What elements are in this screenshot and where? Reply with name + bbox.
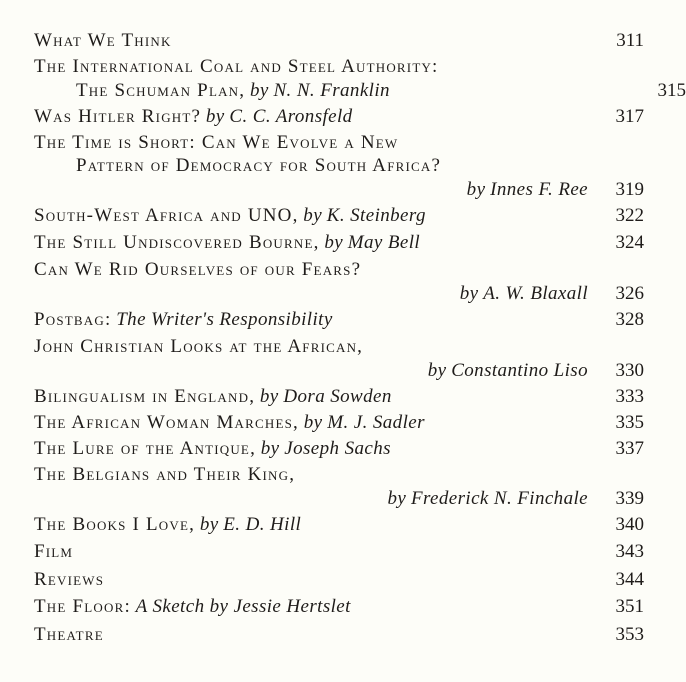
by-word: by: [387, 488, 407, 509]
entry-title: Was Hitler Right?: [34, 106, 202, 127]
toc-entry: [34, 309, 644, 331]
toc-entry: [34, 438, 644, 460]
toc-entry: [34, 106, 644, 128]
toc-entry: [34, 30, 644, 52]
entry-author: Innes F. Ree: [490, 179, 588, 200]
toc-entry: [34, 386, 644, 408]
entry-author: Dora Sowden: [283, 386, 392, 407]
page-number: 317: [615, 106, 644, 127]
page-number: 335: [615, 412, 644, 433]
page-number: 319: [615, 179, 644, 200]
entry-author: Frederick N. Finchale: [410, 488, 588, 509]
toc-entry-continuation: [34, 179, 644, 201]
page-number: 324: [615, 232, 644, 253]
page-number: 311: [616, 30, 644, 51]
toc-entry: [34, 624, 644, 646]
entry-title: Pattern of Democracy for South Africa?: [76, 155, 442, 176]
toc-entry: [34, 541, 644, 563]
page-number: 322: [615, 205, 644, 226]
entry-title: Film: [34, 541, 74, 562]
toc-entry: [34, 514, 644, 536]
page-number: 315: [657, 80, 686, 101]
entry-author: K. Steinberg: [326, 205, 426, 226]
by-word: by: [260, 438, 280, 459]
toc-entry: [34, 596, 644, 618]
entry-title: Theatre: [34, 624, 104, 645]
by-word: by: [259, 386, 279, 407]
entry-title: The Schuman Plan,: [76, 80, 246, 101]
page-number: 337: [615, 438, 644, 459]
entry-title: The Belgians and Their King,: [34, 464, 296, 485]
by-word: by: [466, 179, 486, 200]
entry-author: E. D. Hill: [223, 514, 302, 535]
toc-entry-continuation: [34, 80, 686, 102]
page-number: 351: [615, 596, 644, 617]
entry-title: Bilingualism in England,: [34, 386, 256, 407]
entry-subtitle: A Sketch by Jessie Hertslet: [135, 596, 351, 617]
page-number: 343: [615, 541, 644, 562]
by-word: by: [427, 360, 447, 381]
entry-title: Can We Rid Ourselves of our Fears?: [34, 259, 362, 280]
entry-author: Joseph Sachs: [284, 438, 391, 459]
entry-author: May Bell: [347, 232, 421, 253]
toc-entry: [34, 259, 644, 281]
entry-title: The Lure of the Antique,: [34, 438, 257, 459]
toc-entry: [34, 132, 644, 154]
entry-subtitle: The Writer's Responsibility: [116, 309, 333, 330]
toc-entry-continuation: [34, 155, 686, 177]
page-number: 353: [615, 624, 644, 645]
toc-entry-continuation: [34, 360, 644, 382]
page-number: 330: [615, 360, 644, 381]
toc-entry: [34, 464, 644, 486]
entry-title: South-West Africa and UNO,: [34, 205, 299, 226]
entry-title: The African Woman Marches,: [34, 412, 299, 433]
toc-entry: [34, 412, 644, 434]
by-word: by: [303, 205, 323, 226]
page-number: 344: [615, 569, 644, 590]
by-word: by: [459, 283, 479, 304]
by-word: by: [205, 106, 225, 127]
page-number: 339: [615, 488, 644, 509]
entry-author: Constantino Liso: [451, 360, 588, 381]
page-number: 340: [615, 514, 644, 535]
by-word: by: [249, 80, 269, 101]
by-word: by: [199, 514, 219, 535]
page-number: 333: [615, 386, 644, 407]
entry-author: C. C. Aronsfeld: [229, 106, 353, 127]
entry-title: John Christian Looks at the African,: [34, 336, 364, 357]
entry-title: The Time is Short: Can We Evolve a New: [34, 132, 399, 153]
entry-title: The Floor:: [34, 596, 131, 617]
toc-entry: [34, 232, 644, 254]
entry-title: The Still Undiscovered Bourne,: [34, 232, 320, 253]
entry-title: Postbag:: [34, 309, 112, 330]
entry-title: Reviews: [34, 569, 105, 590]
toc-entry-continuation: [34, 283, 644, 305]
entry-author: N. N. Franklin: [273, 80, 390, 101]
page-number: 326: [615, 283, 644, 304]
page-number: 328: [615, 309, 644, 330]
toc-entry-continuation: [34, 488, 644, 510]
entry-author: M. J. Sadler: [327, 412, 425, 433]
by-word: by: [324, 232, 344, 253]
by-word: by: [303, 412, 323, 433]
entry-title: The Books I Love,: [34, 514, 196, 535]
entry-author: A. W. Blaxall: [483, 283, 588, 304]
toc-entry: [34, 56, 644, 78]
toc-entry: [34, 336, 644, 358]
toc-entry: [34, 569, 644, 591]
entry-title: The International Coal and Steel Authority:: [34, 56, 439, 77]
toc-entry: [34, 205, 644, 227]
entry-title: What We Think: [34, 30, 172, 51]
